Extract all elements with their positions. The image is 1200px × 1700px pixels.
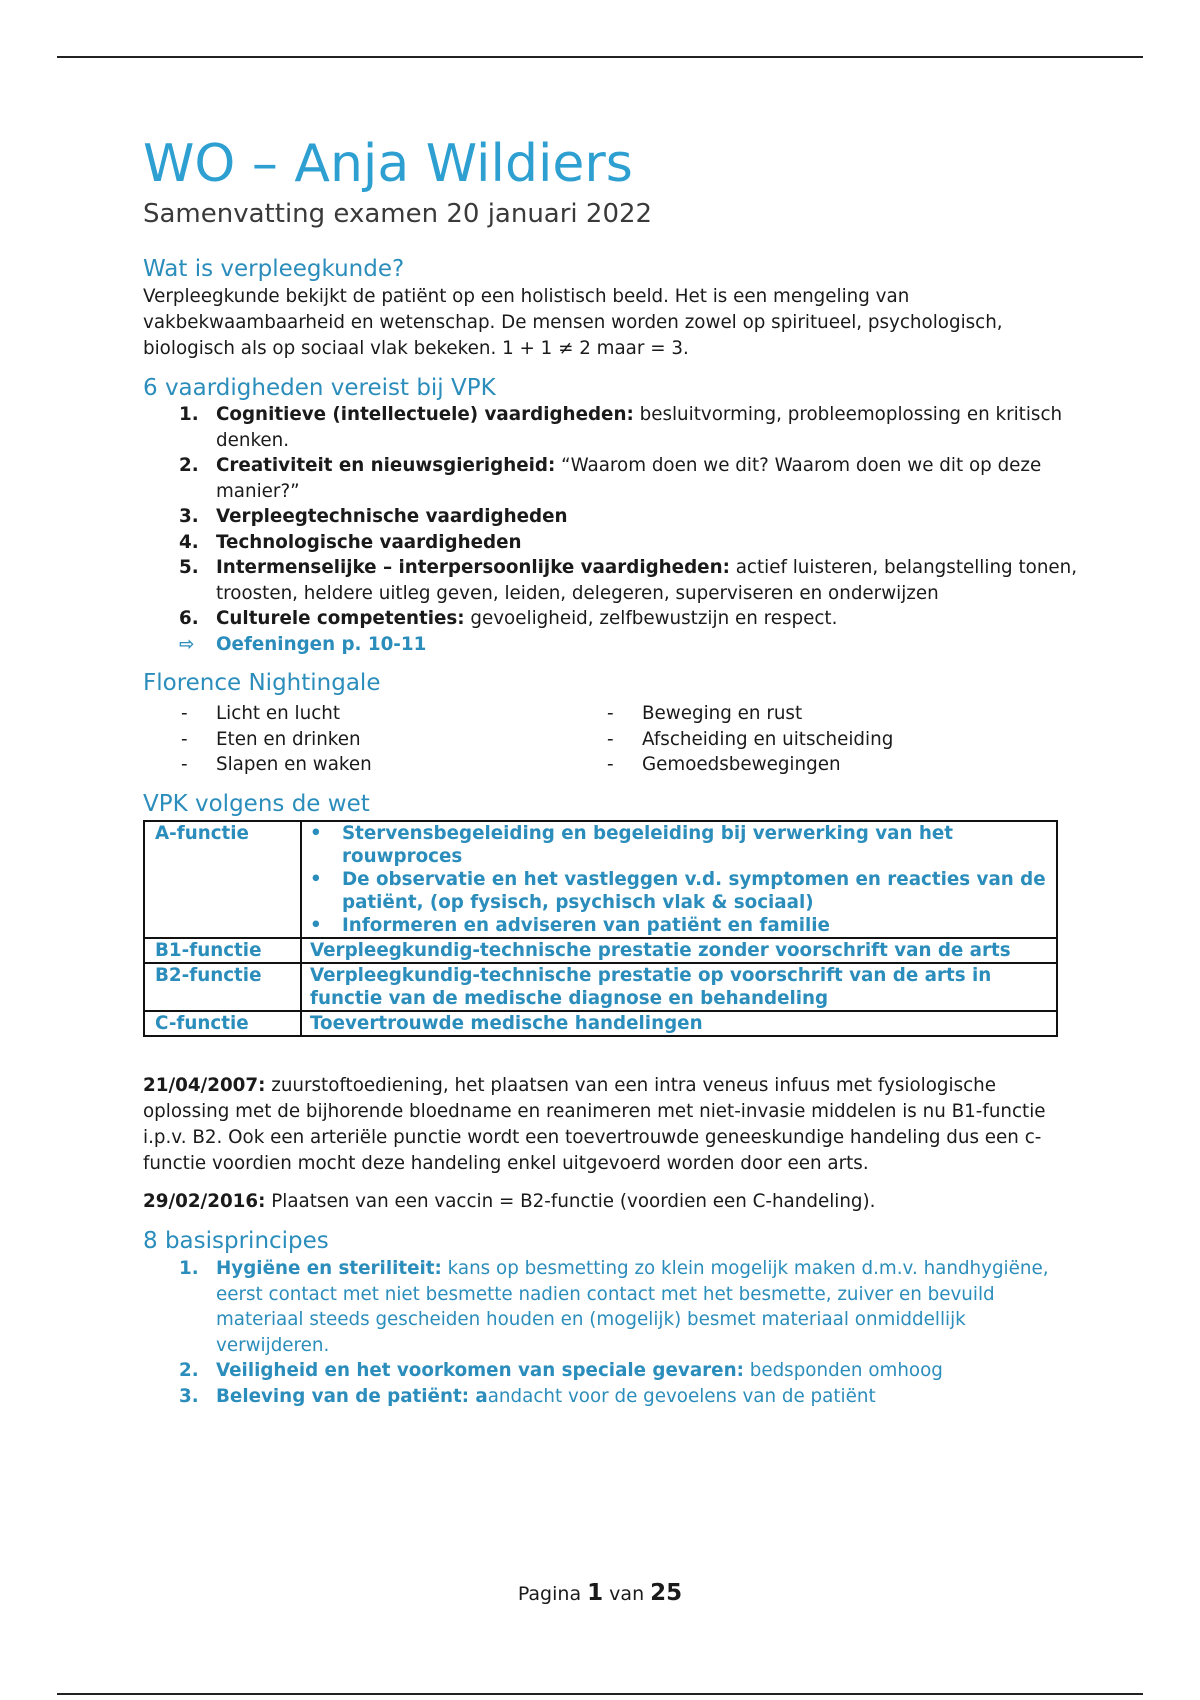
list-item: 6. Culturele competenties: gevoeligheid, zelfbewustzijn en respect. [179,608,838,630]
nightingale-left-column [143,701,569,778]
list-item: • Stervensbegeleiding en begeleiding bij verwerking van het rouwproces [310,823,954,868]
header-rule [57,56,1143,58]
list-item: - Slapen en waken [181,754,372,776]
section-heading-verpleegkunde: Wat is verpleegkunde? [143,255,405,282]
list-item: 3. Verpleegtechnische vaardigheden [179,506,568,528]
footer-rule [57,1693,1143,1695]
table-cell-label: B1-functie [144,938,301,963]
vaardigheden-list [143,402,1078,657]
table-cell-value: Toevertrouwde medische handelingen [301,1011,1057,1036]
arrow-right-icon: ⇨ [179,633,195,655]
table-cell-value: Verpleegkundig-technische prestatie op voorschrift van de arts in functie van de medische diagnose en behandeling [301,963,1057,1011]
list-item: 1. Hygiëne en steriliteit: kans op besmetting zo klein mogelijk maken d.m.v. handhygiëne, eerst contact met niet besmette nadien contact met het besmette, zuiver en bevuild materiaal steeds gescheiden houden en (mogelijk) besmet materiaal onmiddellijk verwijderen. [179,1258,1049,1356]
table-cell-label: C-functie [144,1011,301,1036]
table-cell-value [301,821,1057,938]
section-text-verpleegkunde: Verpleegkunde bekijkt de patiënt op een holistisch beeld. Het is een mengeling van vakbekwaambaarheid en wetenschap. De mensen worden zowel op spiritueel, psychologisch, biologisch als op sociaal vlak bekeken. 1 + 1 ≠ 2 maar = 3. [143,285,1003,359]
list-item: 3. Beleving van de patiënt: aandacht voor de gevoelens van de patiënt [179,1385,876,1407]
nightingale-columns [143,701,1078,778]
note-paragraph: 29/02/2016: Plaatsen van een vaccin = B2-functie (voordien een C-handeling). [143,1191,876,1213]
functie-table [143,820,1058,1037]
note-paragraph: 21/04/2007: zuurstoftoediening, het plaatsen van een intra veneus infuus met fysiologische oplossing met de bijhorende bloedname en reanimeren met niet-invasie middelen is nu B1-functie i.p.v. B2. Ook een arteriële punctie wordt een toevertrouwde geneeskundige handeling dus een c-functie voordien mocht deze handeling enkel uitgevoerd worden door een arts. [143,1075,1046,1175]
list-item: - Eten en drinken [181,728,361,750]
document-subtitle: Samenvatting examen 20 januari 2022 [143,198,653,229]
exercise-reference: ⇨ Oefeningen p. 10-11 [143,632,1078,658]
section-heading-nightingale: Florence Nightingale [143,670,381,697]
nightingale-right-column [569,701,995,778]
list-item: - Afscheiding en uitscheiding [607,728,894,750]
list-item: 4. Technologische vaardigheden [179,531,522,553]
table-cell-label: A-functie [144,821,301,938]
list-item: 2. Veiligheid en het voorkomen van speciale gevaren: bedsponden omhoog [179,1360,943,1382]
table-row [144,821,1057,938]
table-row [144,963,1057,1011]
list-item: - Gemoedsbewegingen [607,754,841,776]
list-item: • Informeren en adviseren van patiënt en familie [310,915,830,937]
list-item: 5. Intermenselijke – interpersoonlijke vaardigheden: actief luisteren, belangstelling tonen, troosten, heldere uitleg geven, leiden, delegeren, superviseren en onderwijzen [179,557,1078,604]
section-heading-wet: VPK volgens de wet [143,790,370,817]
table-cell-value: Verpleegkundig-technische prestatie zonder voorschrift van de arts [301,938,1057,963]
page-number: Pagina 1 van 25 [517,1580,683,1606]
list-item: 2. Creativiteit en nieuwsgierigheid: “Waarom doen we dit? Waarom doen we dit op deze manier?” [179,455,1042,502]
document-title: WO – Anja Wildiers [143,134,633,194]
list-item: - Licht en lucht [181,703,340,725]
table-cell-label: B2-functie [144,963,301,1011]
table-row [144,938,1057,963]
list-item: - Beweging en rust [607,703,803,725]
section-heading-vaardigheden: 6 vaardigheden vereist bij VPK [143,374,496,401]
basisprincipes-list [143,1256,1078,1409]
table-row [144,1011,1057,1036]
section-heading-basisprincipes: 8 basisprincipes [143,1228,329,1255]
list-item: • De observatie en het vastleggen v.d. symptomen en reacties van de patiënt, (op fysisch, psychisch vlak & sociaal) [310,869,1046,914]
document-page [143,135,1078,1409]
list-item: 1. Cognitieve (intellectuele) vaardigheden: besluitvorming, probleemoplossing en kritisch denken. [179,404,1063,451]
